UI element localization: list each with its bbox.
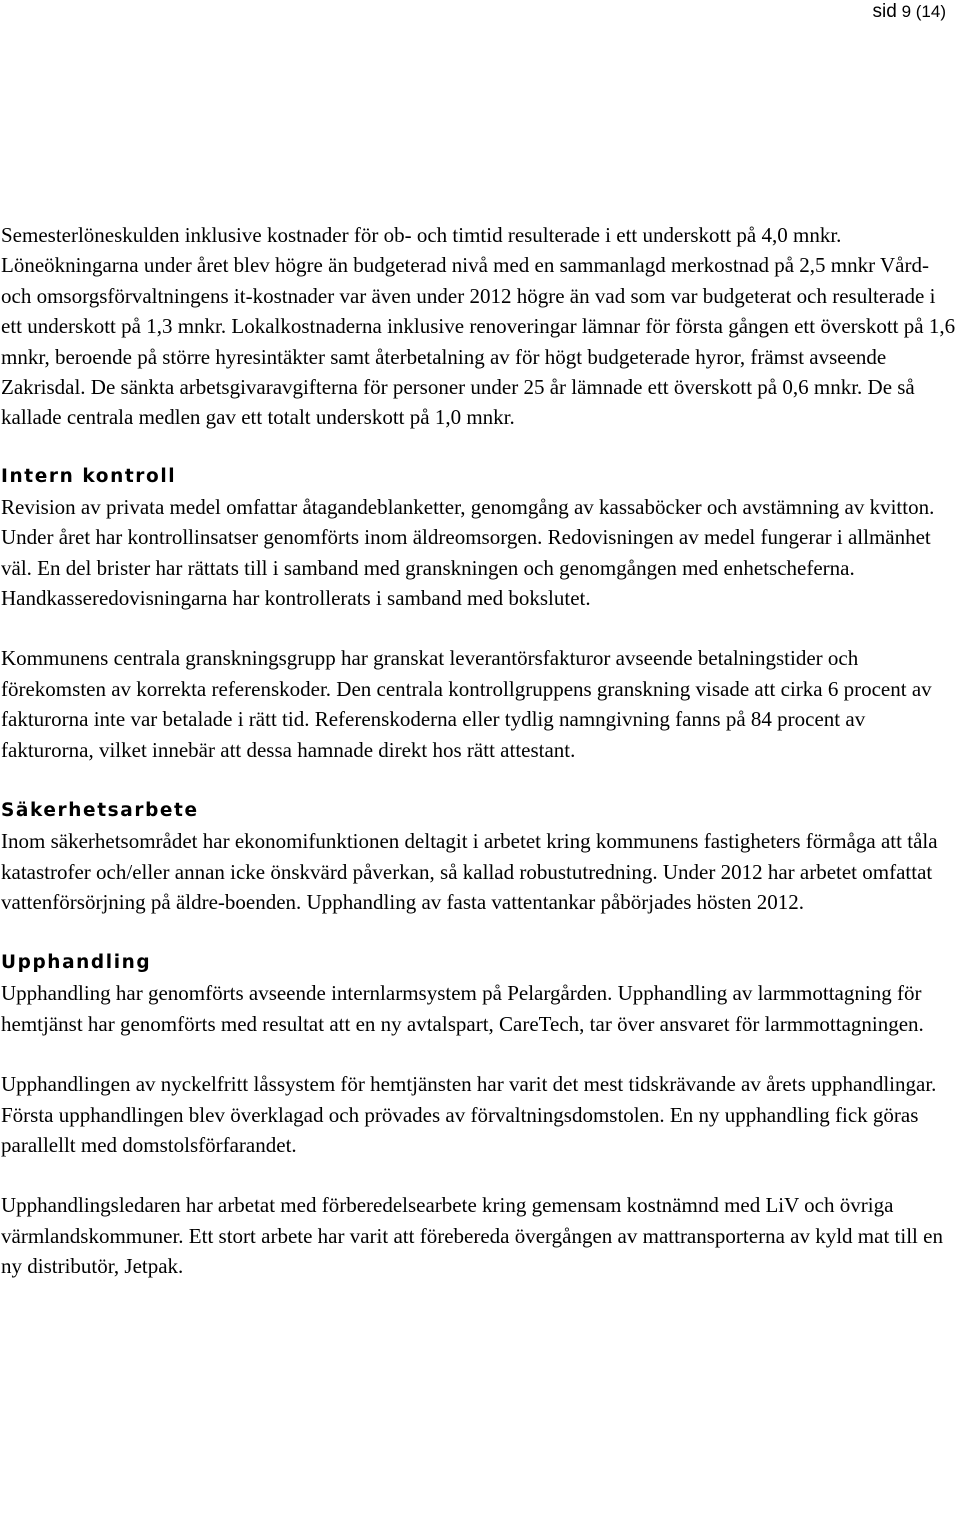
heading-upphandling: Upphandling [1, 952, 152, 974]
sakerhetsarbete-paragraph-1: Inom säkerhetsområdet har ekonomifunktionen deltagit i arbetet kring kommunens fastigheters förmåga att tåla katastrofer och/eller annan icke önskvärd påverkan, så kallad robustutredning. Under 2012 har arbetet omfattat vattenförsörjning på äldre-boenden. Upphandling av fasta vattentankar påbörjades hösten 2012. [1, 829, 938, 914]
page-number-value: 9 (14) [901, 2, 946, 21]
heading-intern-kontroll: Intern kontroll [1, 465, 177, 487]
page-number-label: sid [872, 1, 897, 22]
document-body [1, 220, 956, 1282]
upphandling-paragraph-1: Upphandling har genomförts avseende internlarmsystem på Pelargården. Upphandling av larmmottagning för hemtjänst har genomförts med resultat att en ny avtalspart, CareTech, tar över ansvaret för larmmottagningen. [1, 981, 924, 1036]
page-number [873, 1, 946, 23]
upphandling-paragraph-3: Upphandlingsledaren har arbetat med förberedelsearbete kring gemensam kostnämnd med LiV och övriga värmlandskommuner. Ett stort arbete har varit att förebereda övergången av mattransporterna av kyld mat till en ny distributör, Jetpak. [1, 1193, 943, 1279]
intro-paragraph: Semesterlöneskulden inklusive kostnader för ob- och timtid resulterade i ett underskott på 4,0 mnkr. Löneökningarna under året blev högre än budgeterad nivå med en sammanlagd merkostnad på 2,5 mnkr Vård- och omsorgsförvaltningens it-kostnader var även under 2012 högre än vad som var budgeterat och resulterade i ett underskott på 1,3 mnkr. Lokalkostnaderna inklusive renoveringar lämnar för första gången ett överskott på 1,6 mnkr, beroende på större hyresintäkter samt återbetalning av för högt budgeterade hyror, främst avseende Zakrisdal. De sänkta arbetsgivaravgifterna för personer under 25 år lämnade ett överskott på 0,6 mnkr. De så kallade centrala medlen gav ett totalt underskott på 1,0 mnkr. [1, 223, 956, 430]
heading-sakerhetsarbete: Säkerhetsarbete [1, 800, 199, 822]
intern-kontroll-paragraph-1: Revision av privata medel omfattar åtagandeblanketter, genomgång av kassaböcker och avstämning av kvitton. Under året har kontrollinsatser genomförts inom äldreomsorgen. Redovisningen av medel fungerar i allmänhet väl. En del brister har rättats till i samband med granskningen och genomgången med enhetscheferna. Handkasseredovisningarna har kontrollerats i samband med bokslutet. [1, 494, 935, 611]
upphandling-paragraph-2: Upphandlingen av nyckelfritt låssystem för hemtjänsten har varit det mest tidskrävande av årets upphandlingar. Första upphandlingen blev överklagad och prövades av förvaltningsdomstolen. En ny upphandling fick göras parallellt med domstolsförfarandet. [1, 1072, 937, 1157]
intern-kontroll-paragraph-2: Kommunens centrala granskningsgrupp har granskat leverantörsfakturor avseende betalningstider och förekomsten av korrekta referenskoder. Den centrala kontrollgruppens granskning visade att cirka 6 procent av fakturorna inte var betalade i rätt tid. Referenskoderna eller tydlig namngivning fanns på 84 procent av fakturorna, vilket innebär att dessa hamnade direkt hos rätt attestant. [1, 646, 932, 762]
